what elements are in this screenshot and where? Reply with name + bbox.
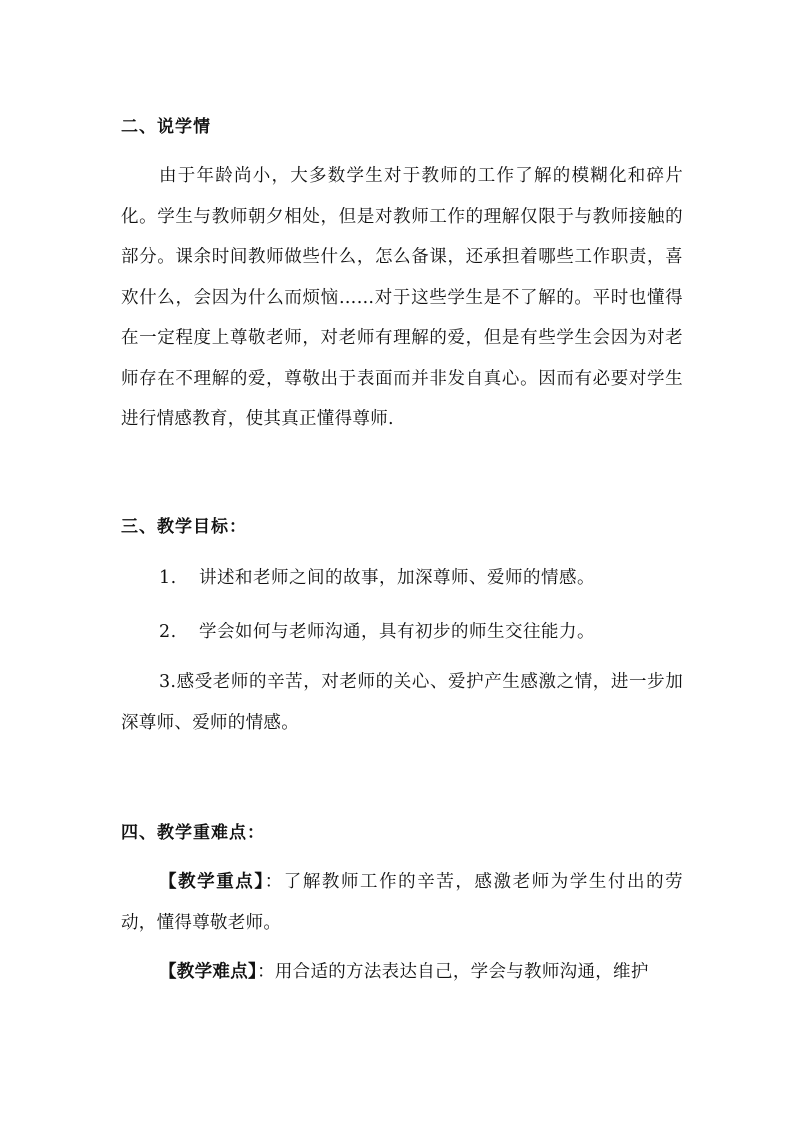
objective-text: 讲述和老师之间的故事，加深尊师、爱师的情感。 [199,568,595,588]
objective-item-3: 3.感受老师的辛苦，对老师的关心、爱护产生感激之情，进一步加深尊师、爱师的情感。 [121,672,683,733]
objective-item-1 [159,564,595,589]
teaching-difficulty-label: 【教学难点】 [159,962,258,982]
section-heading-key-difficulties: 四、教学重难点： [121,823,265,843]
teaching-difficulty-text: ：用合适的方法表达自己，学会与教师沟通，维护 [257,962,649,982]
section-heading-teaching-objectives: 三、教学目标： [121,517,247,537]
learning-situation-paragraph: 由于年龄尚小，大多数学生对于教师的工作了解的模糊化和碎片化。学生与教师朝夕相处，但是对教师工作的理解仅限于与教师接触的部分。课余时间教师做些什么，怎么备课，还承担着哪些工作职责，喜欢什么，会因为什么而烦恼……对于这些学生是不了解的。平时也懂得在一定程度上尊敬老师，对老师有理解的爱，但是有些学生会因为对老师存在不理解的爱，尊敬出于表面而并非发自真心。因而有必要对学生进行情感教育，使其真正懂得尊师. [121,166,683,429]
teaching-key-point-paragraph [121,862,683,943]
teaching-key-point-text: ：了解教师工作的辛苦，感激老师为学生付出的劳动，懂得尊敬老师。 [121,872,683,933]
objective-item-2 [159,618,595,643]
section-heading-learning-situation: 二、说学情 [121,117,211,137]
teaching-difficulty-paragraph [121,952,683,993]
objective-number: 2. [159,622,177,642]
objective-text: 学会如何与老师沟通，具有初步的师生交往能力。 [199,622,595,642]
teaching-key-point-label: 【教学重点】 [159,872,265,892]
objective-number: 1. [159,568,177,588]
